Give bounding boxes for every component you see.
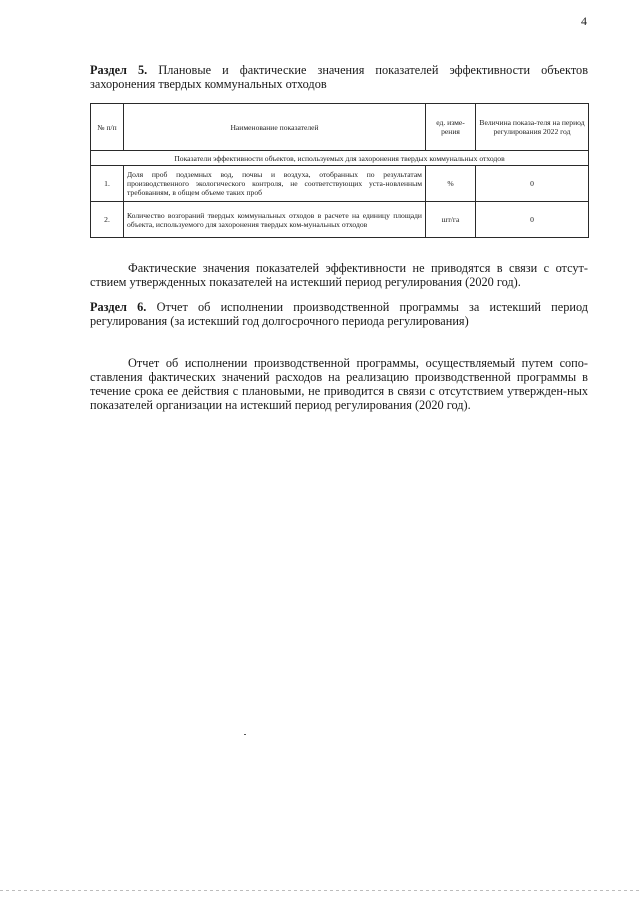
header-num: № п/п (91, 104, 124, 151)
section-6-lead: Раздел 6. (90, 300, 147, 314)
indicators-table (90, 103, 589, 238)
row-value: 0 (476, 202, 589, 238)
section-5-lead: Раздел 5. (90, 63, 148, 77)
section-5-heading (90, 63, 588, 91)
row-unit: шт/га (426, 202, 476, 238)
row-num: 2. (91, 202, 124, 238)
table-section-title: Показатели эффективности объектов, используемых для захоронения твердых коммунальных отходов (91, 151, 589, 166)
table-row (91, 166, 589, 202)
table-row (91, 202, 589, 238)
paragraph-program-report: Отчет об исполнении производственной программы, осуществляемый путем сопо-ставления фактических значений расходов на реализацию производственной программы в течение срока ее действия с плановыми, не приводится в связи с отсутствием утвержден-ных показателей организации на истекший период регулирования (2020 год). (90, 356, 588, 412)
page-number: 4 (581, 14, 587, 28)
scan-bottom-edge (0, 890, 640, 891)
paragraph-actual-values: Фактические значения показателей эффективности не приводятся в связи с отсут-ствием утвержденных показателей на истекший период регулирования (2020 год). (90, 261, 588, 289)
row-num: 1. (91, 166, 124, 202)
section-6-title: Отчет об исполнении производственной программы за истекший период регулирования (за истекший год долгосрочного периода регулирования) (90, 300, 588, 328)
header-unit: ед. изме-рения (426, 104, 476, 151)
row-name: Количество возгораний твердых коммунальных отходов в расчете на единицу площади объекта, используемого для захоронения твердых ком-мунальных отходов (124, 202, 426, 238)
table-header-row (91, 104, 589, 151)
table-section-row (91, 151, 589, 166)
header-value: Величина показа-теля на период регулирования 2022 год (476, 104, 589, 151)
row-value: 0 (476, 166, 589, 202)
row-unit: % (426, 166, 476, 202)
header-name: Наименование показателей (124, 104, 426, 151)
scan-dot (244, 734, 246, 735)
section-5-title: Плановые и фактические значения показателей эффективности объектов захоронения твердых коммунальных отходов (90, 63, 588, 91)
section-6-heading (90, 300, 588, 328)
row-name: Доля проб подземных вод, почвы и воздуха, отобранных по результатам производственного экологического контроля, не соответствующих уста-новленным требованиям, в общем объеме таких проб (124, 166, 426, 202)
